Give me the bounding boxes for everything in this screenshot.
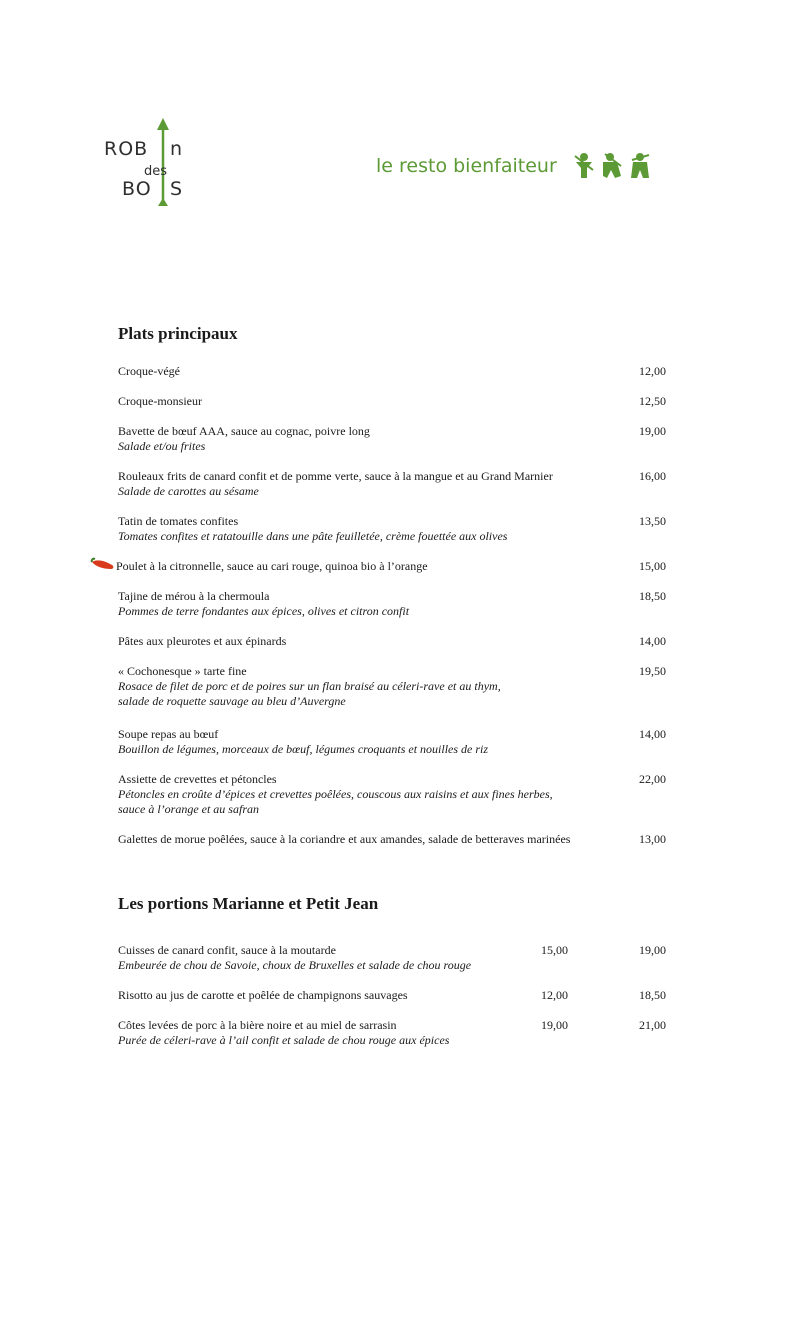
logo-word-bois: BO: [122, 178, 152, 200]
menu-item-spicy: [116, 559, 666, 574]
item-name: Croque-monsieur: [118, 394, 202, 408]
logo-word-robin-end: n: [170, 138, 184, 160]
section-title-plats-principaux: Plats principaux: [118, 324, 238, 343]
item-price-small: 19,00: [541, 1018, 568, 1032]
item-price-large: 21,00: [639, 1018, 666, 1032]
item-price: 12,00: [639, 364, 666, 378]
item-description-line2: sauce à l’orange et au safran: [118, 802, 259, 816]
item-name: Galettes de morue poêlées, sauce à la coriandre et aux amandes, salade de betteraves marinées: [118, 832, 571, 846]
item-price: 12,50: [639, 394, 666, 408]
item-price: 16,00: [639, 469, 666, 483]
chili-pepper-icon: [90, 557, 116, 571]
item-name: Risotto au jus de carotte et poêlée de champignons sauvages: [118, 988, 408, 1002]
menu-item: [118, 1018, 666, 1048]
item-description: Pommes de terre fondantes aux épices, olives et citron confit: [118, 604, 410, 618]
menu-item: [118, 727, 666, 757]
item-price-large: 18,50: [639, 988, 666, 1002]
item-description: Bouillon de légumes, morceaux de bœuf, légumes croquants et nouilles de riz: [118, 742, 489, 756]
item-price: 14,00: [639, 634, 666, 648]
item-description: Salade et/ou frites: [118, 439, 206, 453]
item-price: 13,00: [639, 832, 666, 846]
archer-figure-icon: [629, 152, 651, 180]
item-price: 19,50: [639, 664, 666, 678]
archer-figure-icon: [573, 152, 595, 180]
menu-item: [118, 772, 666, 817]
item-price-small: 15,00: [541, 943, 568, 957]
item-name: Soupe repas au bœuf: [118, 727, 219, 741]
item-name: Croque-végé: [118, 364, 180, 378]
tagline-text: le resto bienfaiteur: [376, 155, 557, 177]
item-name: Bavette de bœuf AAA, sauce au cognac, poivre long: [118, 424, 370, 438]
item-name: Rouleaux frits de canard confit et de pomme verte, sauce à la mangue et au Grand Marnier: [118, 469, 553, 483]
section-title-portions: Les portions Marianne et Petit Jean: [118, 894, 379, 913]
item-price: 13,50: [639, 514, 666, 528]
logo-word-bois-end: S: [170, 178, 184, 200]
item-price-small: 12,00: [541, 988, 568, 1002]
menu-item: [118, 514, 666, 544]
menu-item: [118, 943, 666, 973]
archer-figure-icon: [601, 152, 623, 180]
item-price: 15,00: [639, 559, 666, 573]
item-description: Purée de céleri-rave à l’ail confit et salade de chou rouge aux épices: [118, 1033, 450, 1047]
item-name: Assiette de crevettes et pétoncles: [118, 772, 277, 786]
item-name: Cuisses de canard confit, sauce à la moutarde: [118, 943, 336, 957]
item-description: Salade de carottes au sésame: [118, 484, 259, 498]
menu-item: [118, 664, 666, 709]
menu-item: [118, 394, 666, 409]
menu-item: [118, 589, 666, 619]
item-price: 19,00: [639, 424, 666, 438]
item-name: Tajine de mérou à la chermoula: [118, 589, 270, 603]
item-price: 14,00: [639, 727, 666, 741]
item-name: Côtes levées de porc à la bière noire et au miel de sarrasin: [118, 1018, 397, 1032]
item-description: Pétoncles en croûte d’épices et crevettes poêlées, couscous aux raisins et aux fines herbes,: [118, 787, 553, 801]
item-name: Poulet à la citronnelle, sauce au cari rouge, quinoa bio à l’orange: [116, 559, 428, 573]
item-description: Embeurée de chou de Savoie, choux de Bruxelles et salade de chou rouge: [118, 958, 472, 972]
menu-item: [118, 364, 666, 379]
item-name: Pâtes aux pleurotes et aux épinards: [118, 634, 287, 648]
item-name: Tatin de tomates confites: [118, 514, 239, 528]
tagline: [376, 152, 651, 180]
logo-word-des: des: [144, 164, 168, 179]
item-price: 18,50: [639, 589, 666, 603]
item-price: 22,00: [639, 772, 666, 786]
restaurant-logo: [100, 118, 190, 210]
menu-item: [118, 832, 666, 847]
item-description-line2: salade de roquette sauvage au bleu d’Auvergne: [118, 694, 346, 708]
logo-word-robin: ROB: [104, 138, 149, 160]
menu-item: [118, 424, 666, 454]
item-description: Rosace de filet de porc et de poires sur un flan braisé au céleri-rave et au thym,: [118, 679, 501, 693]
item-description: Tomates confites et ratatouille dans une pâte feuilletée, crème fouettée aux olives: [118, 529, 508, 543]
menu-item: [118, 634, 666, 649]
item-name: « Cochonesque » tarte fine: [118, 664, 247, 678]
archer-figures: [567, 152, 651, 180]
menu-item: [118, 469, 666, 499]
item-price-large: 19,00: [639, 943, 666, 957]
menu-item: [118, 988, 666, 1003]
